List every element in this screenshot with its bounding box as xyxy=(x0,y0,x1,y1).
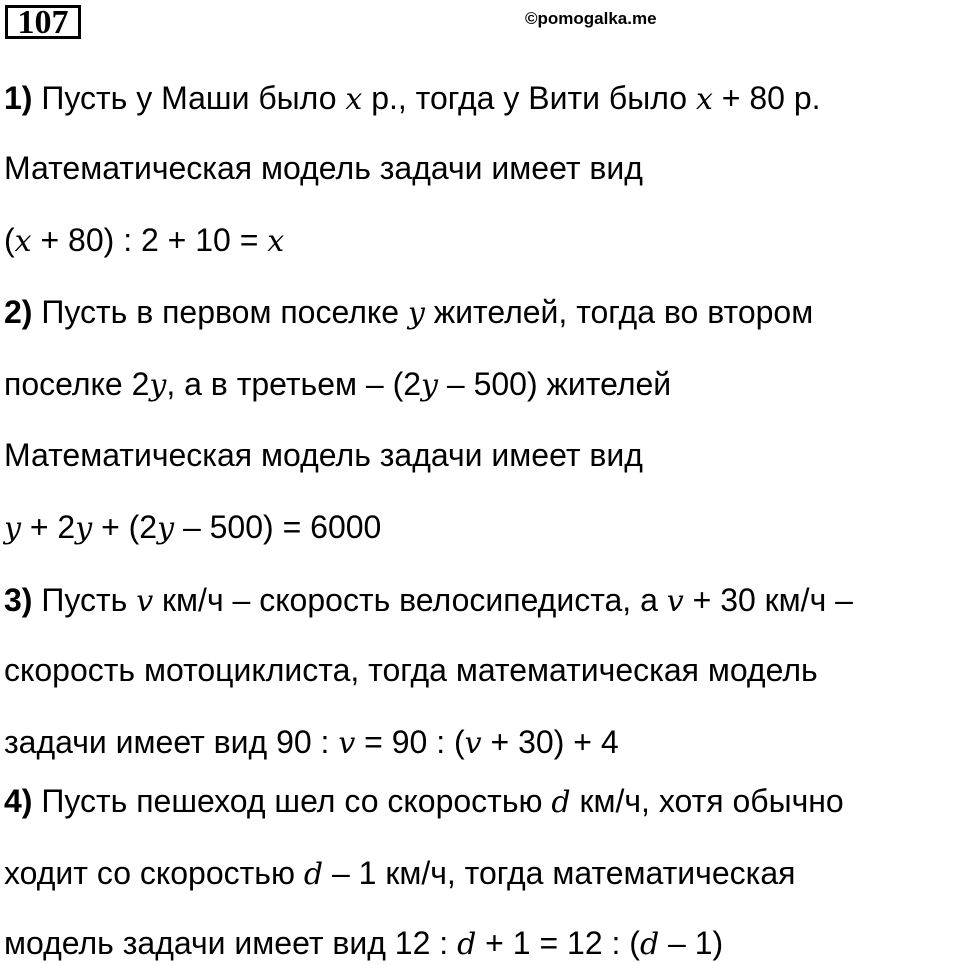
var-d: d xyxy=(639,927,660,962)
var-d: d xyxy=(457,927,477,962)
text: – 500) жителей xyxy=(437,366,672,402)
part3-line2: скорость мотоциклиста, тогда математическая модель xyxy=(4,652,818,688)
text: Пусть xyxy=(32,582,137,618)
var-d: d xyxy=(551,785,571,820)
text: поселке 2 xyxy=(4,366,150,402)
text: + 80) : 2 + 10 = xyxy=(31,222,268,258)
part1-line1 xyxy=(4,78,821,120)
text: – 1 км/ч, тогда математическая xyxy=(323,855,796,891)
text: + 1 = 12 : ( xyxy=(476,925,640,961)
text: = 90 : ( xyxy=(355,724,465,760)
var-v: v xyxy=(464,726,482,761)
text: задачи имеет вид 90 : xyxy=(4,724,339,760)
var-v: v xyxy=(136,584,154,619)
text: + 80 р. xyxy=(712,80,821,116)
part2-equation xyxy=(4,507,381,549)
var-y: y xyxy=(149,368,167,403)
text: + (2 xyxy=(92,509,158,545)
part2-line3: Математическая модель задачи имеет вид xyxy=(4,437,643,473)
part1-equation xyxy=(4,220,284,262)
var-x: x xyxy=(695,82,713,117)
text: , а в третьем – (2 xyxy=(166,366,422,402)
watermark: ©pomogalka.me xyxy=(525,9,657,28)
text: + 2 xyxy=(20,509,76,545)
part1-label: 1) xyxy=(4,80,33,116)
var-y: y xyxy=(157,511,175,546)
text: + 30) + 4 xyxy=(481,724,619,760)
part1-line2: Математическая модель задачи имеет вид xyxy=(4,150,643,186)
text: км/ч – скорость велосипедиста, а xyxy=(153,582,667,618)
part2-label: 2) xyxy=(4,294,33,330)
var-v: v xyxy=(666,584,684,619)
text: км/ч, хотя обычно xyxy=(570,783,844,819)
text: Пусть пешеход шел со скоростью xyxy=(32,783,552,819)
text: модель задачи имеет вид 12 : xyxy=(4,925,458,961)
var-y: y xyxy=(75,511,93,546)
var-x: x xyxy=(267,224,285,259)
part4-equation xyxy=(4,923,723,965)
var-y: y xyxy=(407,296,425,331)
part4-label: 4) xyxy=(4,783,33,819)
var-y: y xyxy=(4,511,21,546)
part3-line1 xyxy=(4,580,853,622)
text: ходит со скоростью xyxy=(4,855,304,891)
problem-number: 107 xyxy=(5,5,81,39)
var-d: d xyxy=(303,857,324,892)
text: жителей, тогда во втором xyxy=(424,294,814,330)
var-y: y xyxy=(421,368,438,403)
text: р., тогда у Вити было xyxy=(362,80,696,116)
part2-line2 xyxy=(4,364,671,406)
text: Пусть в первом поселке xyxy=(32,294,408,330)
part4-line1 xyxy=(4,781,844,823)
part3-equation xyxy=(4,722,619,764)
text: + 30 км/ч – xyxy=(683,582,853,618)
var-x: x xyxy=(14,224,32,259)
part4-line2 xyxy=(4,853,795,895)
text: – 1) xyxy=(659,925,724,961)
text: Пусть у Маши было xyxy=(32,80,346,116)
text: ( xyxy=(4,222,15,258)
var-v: v xyxy=(338,726,356,761)
var-x: x xyxy=(345,82,363,117)
text: – 500) = 6000 xyxy=(174,509,382,545)
part3-label: 3) xyxy=(4,582,33,618)
part2-line1 xyxy=(4,292,813,334)
